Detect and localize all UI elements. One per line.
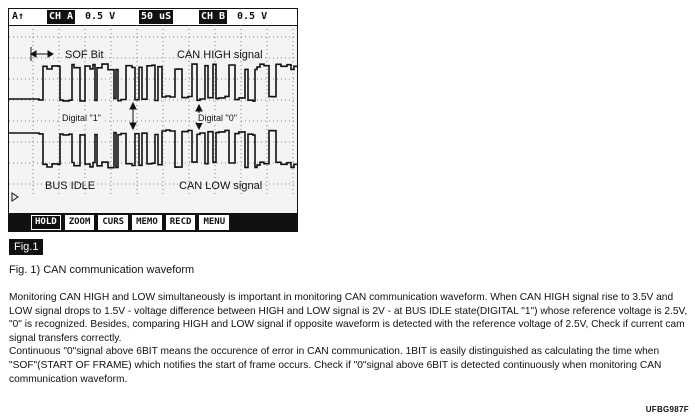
body-text bbox=[9, 291, 689, 386]
timebase-readout: 50 uS bbox=[141, 11, 172, 22]
can-low-waveform bbox=[9, 130, 297, 168]
softkey-recd[interactable]: RECD bbox=[166, 215, 196, 230]
digital-one-label: Digital "1" bbox=[62, 113, 101, 123]
figure-badge: Fig.1 bbox=[9, 239, 43, 255]
softkey-bar bbox=[9, 213, 297, 231]
scope-header bbox=[9, 9, 297, 26]
softkey-hold[interactable]: HOLD bbox=[31, 215, 61, 230]
softkey-curs[interactable]: CURS bbox=[98, 215, 128, 230]
channel-b-scale: 0.5 V bbox=[237, 11, 268, 22]
bus-idle-label: BUS IDLE bbox=[45, 180, 96, 192]
sof-bit-arrow-icon bbox=[31, 47, 53, 61]
softkey-memo[interactable]: MEMO bbox=[132, 215, 162, 230]
can-high-waveform bbox=[9, 64, 297, 101]
channel-marker-icon bbox=[12, 193, 18, 201]
softkey-zoom[interactable]: ZOOM bbox=[65, 215, 95, 230]
oscilloscope-screen bbox=[8, 8, 298, 232]
paragraph-can-levels: Monitoring CAN HIGH and LOW simultaneously is important in monitoring CAN communication waveform. When CAN HIGH signal rise to 3.5V and LOW signal drops to 1.5V - voltage difference between HIGH and LOW signal is 2V - at BUS IDLE state(DIGITAL "1") whose reference voltage is 2.5V, "0" is recognized. Besides, comparing HIGH and LOW signal if opposite waveform is detected with the reference voltage of 2.5V, Check if current cam signal transfers correctly. bbox=[9, 292, 688, 344]
softkey-menu[interactable]: MENU bbox=[199, 215, 229, 230]
paragraph-error-detection: Continuous "0"signal above 6BIT means the occurence of error in CAN communication. 1BIT is easily distinguished as calculating the time when "SOF"(START OF FRAME) which notifies the start of frame occurs. Check if "0"signal above 6BIT is detected continuously when monitoring CAN communication waveform. bbox=[9, 346, 662, 385]
channel-b-label: CH B bbox=[201, 11, 226, 22]
can-high-label: CAN HIGH signal bbox=[177, 49, 263, 61]
digital-one-arrow-icon bbox=[130, 103, 136, 129]
figure-caption: Fig. 1) CAN communication waveform bbox=[9, 264, 195, 276]
sof-bit-label: SOF Bit bbox=[65, 49, 104, 61]
channel-a-label: CH A bbox=[49, 11, 74, 22]
channel-a-scale: 0.5 V bbox=[85, 11, 116, 22]
reference-code: UFBG987F bbox=[645, 405, 689, 414]
digital-zero-label: Digital "0" bbox=[198, 113, 237, 123]
can-low-label: CAN LOW signal bbox=[179, 180, 263, 192]
trigger-indicator: A↑ bbox=[12, 11, 25, 22]
